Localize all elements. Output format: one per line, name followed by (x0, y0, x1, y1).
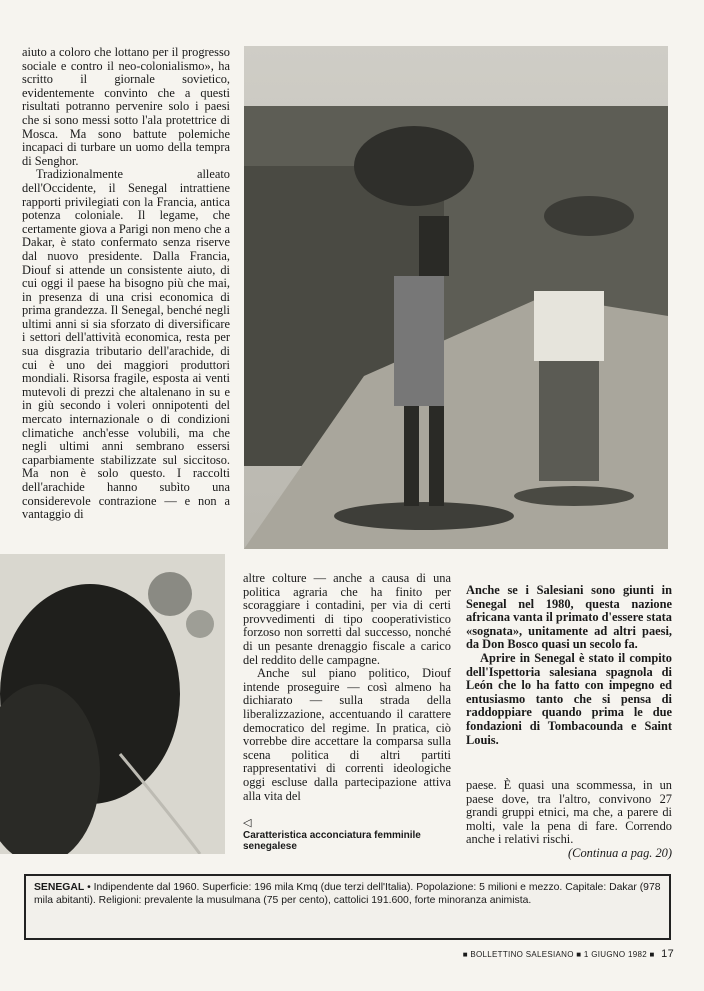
salesian-paragraph: Aprire in Senegal è stato il compito dell'Ispettoria salesiana spagnola di León che lo ha fatto con impegno ed entusiasmo tanto che si pensa di raddoppiare quando prima le due fondazioni di Tombacounda e Saint Louis. (466, 650, 672, 747)
column-left-paragraph: Tradizionalmente alleato dell'Occidente, il Senegal intrattiene rapporti privilegiati con la Francia, antica potenza coloniale. Il legame, che certamente giova a Parigi non meno che a Dakar, è stato confermato senza riserve dal nuovo presidente. Dalla Francia, Diouf si attende un consistente aiuto, di cui oggi il paese ha bisogno più che mai, in presenza di una crisi economica di prima grandezza. Il Senegal, benché negli ultimi anni si sia sforzato di diversificare i settori dell'attività economica, resta per sua disgrazia tributario dell'arachide, di cui è uno dei maggiori produttori mondiali. Risorsa fragile, esposta ai venti mutevoli di prezzi che altalenano in su e in giù secondo i voleri onnipotenti del mercato internazionale o di condizioni climatiche anch'esse volubili, ma che negli ultimi anni sembrano essersi caparbiamente stabilizzate sul siccitoso. Ma non è solo questo. I raccolti dell'arachide hanno subìto una considerevole contrazione — e non a vantaggio di (22, 167, 230, 522)
column-middle-paragraph: altre colture — anche a causa di una politica agraria che ha finito per scoraggiare i contadini, per via di certi provvedimenti di tipo cooperativistico forzoso non sorretti dal successo, nonché di un pesante drenaggio fiscale a carico del reddito delle campagne. (243, 571, 451, 667)
photo-braided-hairstyle (0, 554, 225, 854)
page-number: 17 (661, 948, 674, 960)
infobox-text: • Indipendente dal 1960. Superficie: 196 mila Kmq (due terzi dell'Italia). Popolazione: 5 milioni e mezzo. Capitale: Dakar (978 mila abitanti). Religioni: prevalente la musulmana (75 per cento), cattolici 191.600, forte minoranza animista. (34, 882, 661, 907)
salesian-paragraph: Anche se i Salesiani sono giunti in Senegal nel 1980, questa nazione africana vanta il primato d'essere stata «sognata», unitamente ad altri paesi, da Don Bosco quasi un secolo fa. (466, 583, 672, 652)
photo-women-carrying-baskets (244, 46, 668, 549)
photo-caption (243, 818, 455, 853)
column-middle-paragraph: Anche sul piano politico, Diouf intende proseguire — così almeno ha dichiarato — sulla strada della liberalizzazione, accentuando il carattere democratico del regime. In pratica, ciò vorrebbe dire accettare la comparsa sulla scena politica di altri partiti rappresentativi di correnti ideologiche oggi escluse dalla partecipazione attiva alla vita del (243, 666, 451, 803)
caption-arrow-icon: ◁ (243, 817, 252, 829)
column-middle (243, 572, 451, 803)
column-right-bold (466, 584, 672, 747)
column-left-paragraph: aiuto a coloro che lottano per il progresso sociale e contro il neo-colonialismo», ha scritto il giornale sovietico, evidentemente convinto che a questi risultati potranno pervenire solo i paesi che si sono messi sotto l'ala protettrice di Mosca. Ma sono battute polemiche incapaci di turbare un uomo della tempra di Senghor. (22, 45, 230, 168)
senegal-infobox (24, 874, 671, 940)
photo-hairstyle-illustration (0, 554, 225, 854)
column-left (22, 46, 230, 522)
continua-note: (Continua a pag. 20) (568, 845, 672, 860)
photo-women-illustration (244, 46, 668, 549)
footer-text: ■ BOLLETTINO SALESIANO ■ 1 GIUGNO 1982 ■ (462, 950, 655, 959)
caption-text: Caratteristica acconciatura femminile senegalese (243, 829, 421, 852)
page-footer (450, 948, 674, 960)
infobox-label: SENEGAL (34, 882, 85, 893)
column-right-continuation (466, 779, 672, 861)
continuation-paragraph: paese. È quasi una scommessa, in un paese dove, tra l'altro, convivono 27 grandi gruppi etnici, ma che, a parere di molti, vale la pena di fare. Correndo anche i relativi rischi. (466, 778, 672, 847)
